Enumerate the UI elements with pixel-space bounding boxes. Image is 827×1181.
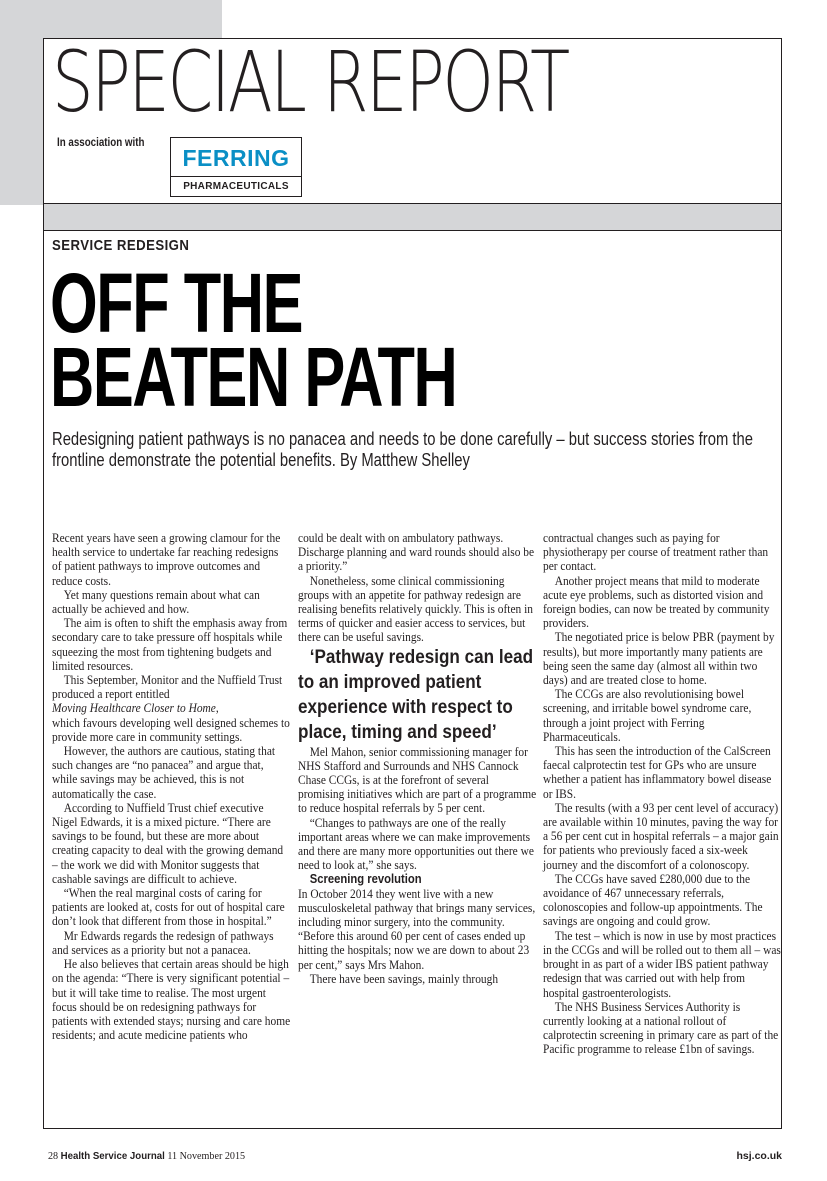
paragraph: Yet many questions remain about what can actually be achieved and how. — [52, 587, 260, 617]
pull-quote: ‘Pathway redesign can lead to an improved patient experience with respect to place, timing and speed’ — [298, 646, 534, 743]
paragraph: Another project means that mild to moderate acute eye problems, such as distorted vision and foreign bodies, can now be treated by community providers. — [543, 573, 770, 631]
paragraph: According to Nuffield Trust chief executive Nigel Edwards, it is a mixed picture. “There are savings to be found, but these are more about creating capacity to deal with the growing demand – the work we did with Monitor suggests that cashable savings are difficult to achieve. — [52, 800, 284, 886]
paragraph: This September, Monitor and the Nuffield Trust produced a report entitled — [52, 673, 283, 702]
paragraph: The test – which is now in use by most practices in the CCGs and will be rolled out to them all – was brought in as part of a wider IBS patient pathway redesign that was carried out with help from hospital gastroenterologists. — [543, 928, 781, 1000]
paragraph: The NHS Business Services Authority is currently looking at a national rollout of calprotectin screening in primary care as part of the Pacific programme to release £1bn of savings. — [543, 999, 779, 1057]
paragraph: This has seen the introduction of the CalScreen faecal calprotectin test for GPs who are unsure whether a patient has inflammatory bowel disease or IBS. — [543, 744, 772, 801]
paragraph: The negotiated price is below PBR (payment by results), but more importantly many patients are being seen the same day (almost all within two days) and are treated close to home. — [543, 630, 775, 688]
paragraph: The CCGs have saved £280,000 due to the avoidance of 467 unnecessary referrals, colonoscopies and follow-up appointments. The savings are ongoing and could grow. — [543, 871, 763, 929]
headline-line-2: BEATEN PATH — [50, 330, 457, 424]
paragraph: Mr Edwards regards the redesign of pathways and services as a priority but not a panacea. — [52, 928, 274, 957]
column-2 — [298, 531, 537, 986]
footer-folio — [48, 1150, 245, 1162]
report-title-comma: , — [215, 701, 219, 716]
issue-date: 11 November 2015 — [167, 1150, 246, 1162]
logo-wordmark: FERRING — [182, 144, 290, 171]
paragraph: The CCGs are also revolutionising bowel screening, and irritable bowel syndrome care, through a joint project with Ferring Pharmaceuticals. — [543, 687, 752, 744]
report-title-line — [52, 701, 291, 715]
headline — [50, 256, 457, 424]
ferring-logo — [170, 137, 302, 197]
column-1 — [52, 531, 291, 1042]
website-link[interactable]: hsj.co.uk — [736, 1150, 782, 1162]
association-label: In association with — [57, 137, 145, 149]
paragraph: contractual changes such as paying for physiotherapy per course of treatment rather than per contact. — [543, 531, 769, 574]
paragraph: Recent years have seen a growing clamour for the health service to undertake far reaching redesigns of patient pathways to improve outcomes and reduce costs. — [52, 531, 281, 588]
paragraph: There have been savings, mainly through — [309, 971, 499, 986]
paragraph: Nonetheless, some clinical commissioning groups with an appetite for pathway redesign are realising benefits relatively quickly. This is often in terms of quicker and easier access to services, but there can be useful savings. — [298, 573, 533, 645]
divider-bar — [44, 203, 781, 231]
paragraph: In October 2014 they went live with a new musculoskeletal pathway that brings many services, including minor surgery, into the community. “Before this around 60 per cent of cases ended up hitting the hospitals; now we are down to about 23 per cent,” says Mrs Mahon. — [298, 886, 536, 972]
report-title: Moving Healthcare Closer to Home — [52, 701, 216, 716]
paragraph: could be dealt with on ambulatory pathways. Discharge planning and ward rounds should also be a priority.” — [298, 531, 535, 574]
paragraph: The aim is often to shift the emphasis away from secondary care to take pressure off hospitals while squeezing the most from tightening budgets and limited resources. — [52, 616, 288, 673]
logo-subtitle: PHARMACEUTICALS — [171, 176, 301, 196]
standfirst: Redesigning patient pathways is no panacea and needs to be done carefully – but success stories from the frontline demonstrate the potential benefits. By Matthew Shelley — [52, 428, 753, 470]
paragraph: Mel Mahon, senior commissioning manager for NHS Stafford and Surrounds and NHS Cannock Chase CCGs, is at the forefront of several promising initiatives which are part of a programme to reduce hospital referrals by 5 per cent. — [298, 744, 537, 816]
column-3 — [543, 531, 782, 1057]
section-label: SERVICE REDESIGN — [52, 237, 190, 254]
paragraph: The results (with a 93 per cent level of accuracy) are available within 10 minutes, paving the way for a 56 per cent cut in hospital referrals – a major gain for patients who previously faced a six-week journey and the discomfort of a colonoscopy. — [543, 800, 779, 872]
page-number: 28 — [48, 1150, 59, 1162]
paragraph: He also believes that certain areas should be high on the agenda: “There is very significant potential – but it will take time to realise. The most urgent focus should be on redesigning pathways for patients with extended stays; nursing and care home residents; and acute medicine patients who — [52, 957, 291, 1043]
special-report-title: SPECIAL REPORT — [52, 33, 568, 131]
headline-line-1: OFF THE — [50, 256, 303, 350]
subheading: Screening revolution — [309, 872, 422, 887]
paragraph: which favours developing well designed schemes to provide more care in community settings. — [52, 715, 290, 744]
publication-name: Health Service Journal — [60, 1150, 165, 1162]
paragraph: “Changes to pathways are one of the really important areas where we can make improvements and there are many more opportunities out there we need to look at,” she says. — [298, 815, 534, 873]
paragraph: “When the real marginal costs of caring for patients are looked at, costs for out of hospital care don’t look that different from those in hospital.” — [52, 886, 285, 929]
paragraph: However, the authors are cautious, stating that such changes are “no panacea” and argue that, while savings may be achieved, this is not automatically the case. — [52, 744, 276, 801]
